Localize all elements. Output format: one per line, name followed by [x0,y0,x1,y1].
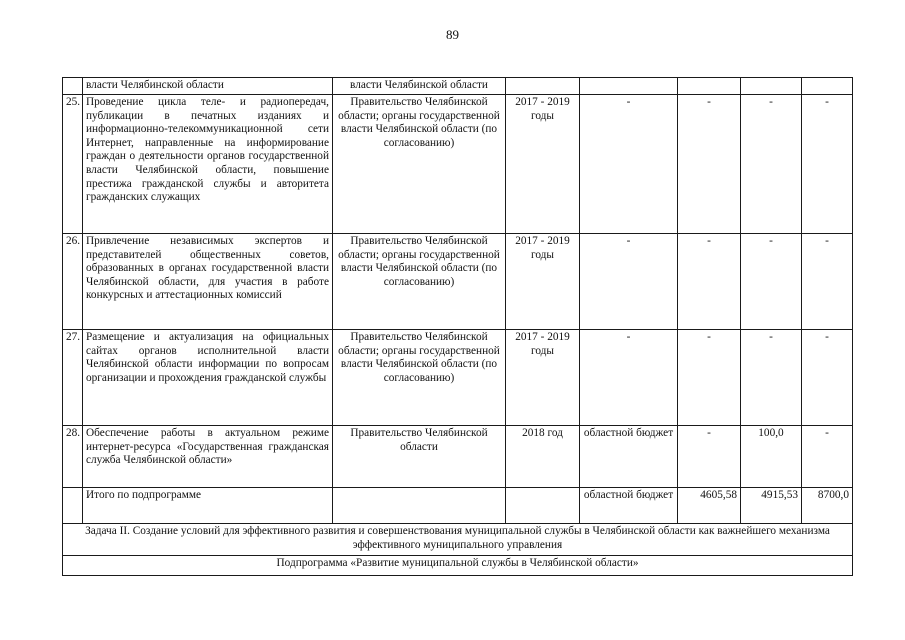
value-2018: - [741,330,802,426]
years-cell: 2017 - 2019 годы [506,330,580,426]
total-2018: 4915,53 [741,488,802,524]
value-2018: - [741,234,802,330]
task-row [63,524,853,556]
activity-description: Размещение и актуализация на официальных сайтах органов исполнительной власти Челябинской области информации по вопросам организации и прохождения гражданской службы [83,330,333,426]
page-number: 89 [446,27,459,42]
value-2018 [741,78,802,95]
table-row [63,426,853,488]
source-cell: областной бюджет [580,426,678,488]
row-number: 28. [63,426,83,488]
source-cell: - [580,95,678,234]
activities-table [62,77,853,576]
years-cell [506,78,580,95]
activity-description: Обеспечение работы в актуальном режиме интернет-ресурса «Государственная гражданская служба Челябинской области» [83,426,333,488]
executor-cell: Правительство Челябинской области; органы государственной власти Челябинской области (по согласованию) [333,95,506,234]
value-2019: - [802,234,853,330]
total-row [63,488,853,524]
executor-cell: власти Челябинской области [333,78,506,95]
table-row [63,95,853,234]
executor-cell: Правительство Челябинской области; органы государственной власти Челябинской области (по согласованию) [333,330,506,426]
total-2017: 4605,58 [678,488,741,524]
value-2017 [678,78,741,95]
value-2017: - [678,330,741,426]
value-2019: - [802,95,853,234]
value-2019: - [802,330,853,426]
table-row [63,78,853,95]
activity-description: власти Челябинской области [83,78,333,95]
task-title: Задача II. Создание условий для эффективного развития и совершенствования муниципальной службы в Челябинской области как важнейшего механизма эффективного муниципального управления [63,524,853,556]
subprogram-row [63,556,853,576]
row-number [63,488,83,524]
value-2017: - [678,234,741,330]
source-cell [580,78,678,95]
table-row [63,234,853,330]
years-cell [506,488,580,524]
value-2019 [802,78,853,95]
years-cell: 2017 - 2019 годы [506,95,580,234]
total-2019: 8700,0 [802,488,853,524]
source-cell: - [580,330,678,426]
value-2019: - [802,426,853,488]
activity-description: Привлечение независимых экспертов и представителей общественных советов, образованных в органах государственной власти Челябинской области, для участия в работе конкурсных и аттестационных комиссий [83,234,333,330]
table-row [63,330,853,426]
activity-description: Проведение цикла теле- и радиопередач, публикации в печатных изданиях и информационно-телекоммуникационной сети Интернет, направленные на информирование граждан о деятельности органов государственной власти Челябинской области, повышение престижа гражданской службы и авторитета гражданских служащих [83,95,333,234]
executor-cell: Правительство Челябинской области [333,426,506,488]
value-2017: - [678,426,741,488]
value-2018: 100,0 [741,426,802,488]
row-number: 27. [63,330,83,426]
total-label: Итого по подпрограмме [83,488,333,524]
total-source: областной бюджет [580,488,678,524]
row-number [63,78,83,95]
value-2018: - [741,95,802,234]
subprogram-title: Подпрограмма «Развитие муниципальной службы в Челябинской области» [63,556,853,576]
years-cell: 2018 год [506,426,580,488]
row-number: 26. [63,234,83,330]
years-cell: 2017 - 2019 годы [506,234,580,330]
value-2017: - [678,95,741,234]
executor-cell [333,488,506,524]
row-number: 25. [63,95,83,234]
executor-cell: Правительство Челябинской области; органы государственной власти Челябинской области (по согласованию) [333,234,506,330]
source-cell: - [580,234,678,330]
